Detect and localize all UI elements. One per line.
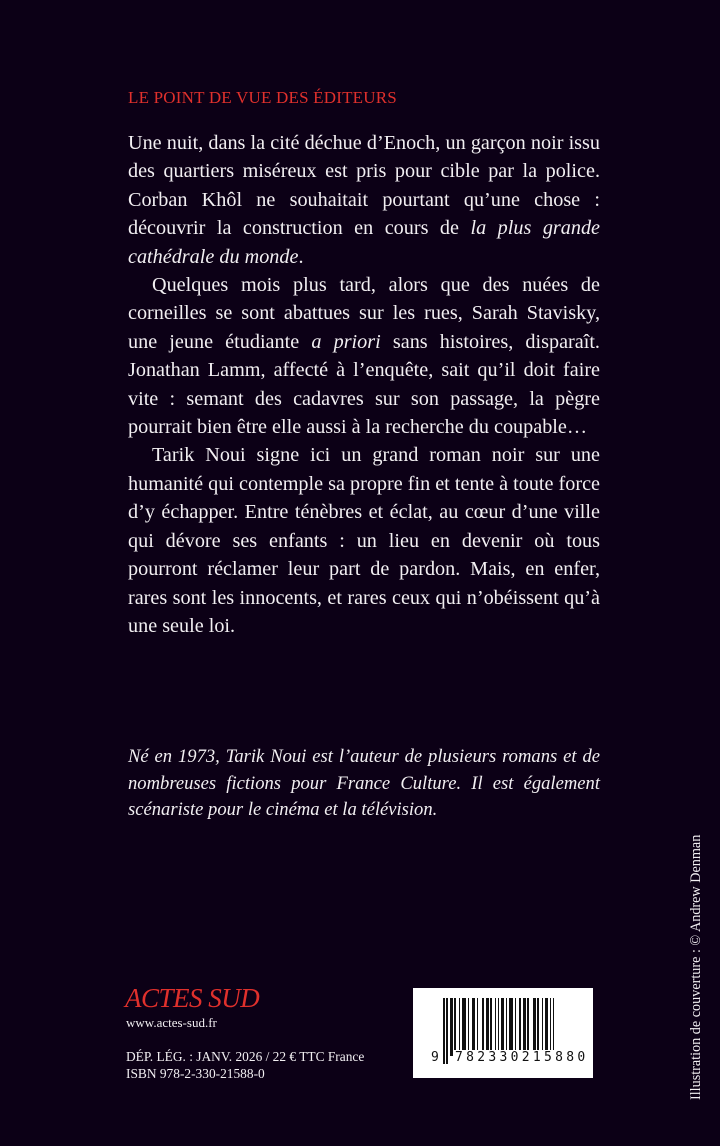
legal-deposit-price: DÉP. LÉG. : JANV. 2026 / 22 € TTC France <box>126 1049 365 1064</box>
cover-illustration-credit: Illustration de couverture : © Andrew Denman <box>688 834 704 1100</box>
book-title-italic: la plus grande cathédrale du monde <box>128 217 601 268</box>
blurb-paragraph-2: Quelques mois plus tard, alors que des nuées de corneilles se sont abattues sur les rues, Sarah Stavisky, une jeune étudiante a priori sans histoires, disparaît. Jonathan Lamm, affecté à l’enquête, sait qu’il doit faire vite : semant des cadavres sur son passage, la pègre pourrait bien être elle aussi à la recherche du coupable… <box>128 274 600 439</box>
author-bio: Né en 1973, Tarik Noui est l’auteur de plusieurs romans et de nombreuses fictions pour France Culture. Il est également scénariste pour le cinéma et la télévision. <box>128 746 600 820</box>
isbn: ISBN 978-2-330-21588-0 <box>126 1066 265 1081</box>
publisher-logo: ACTES SUD <box>125 983 260 1013</box>
legal-info <box>126 1048 364 1082</box>
a-priori-italic: a priori <box>311 330 381 353</box>
section-heading: LE POINT DE VUE DES ÉDITEURS <box>128 88 397 107</box>
blurb-paragraph-3: Tarik Noui signe ici un grand roman noir sur une humanité qui contemple sa propre fin et tente à toute force d’y échapper. Entre ténèbres et éclat, au cœur d’une ville qui dévore ses enfants : un lieu en devenir où tous pourront réclamer leur part de pardon. Mais, en enfer, rares sont les innocents, et rares ceux qui n’obéissent qu’à une seule loi. <box>128 444 600 637</box>
publisher-website: www.actes-sud.fr <box>126 1015 217 1030</box>
blurb-paragraph-1: Une nuit, dans la cité déchue d’Enoch, un garçon noir issu des quartiers miséreux est pris pour cible par la police. Corban Khôl ne souhaitait pourtant qu’une chose : découvrir la construction en cours de la plus grande cathédrale du monde. <box>128 132 601 268</box>
barcode: 9 782330215880 <box>413 988 593 1078</box>
blurb <box>128 129 600 640</box>
